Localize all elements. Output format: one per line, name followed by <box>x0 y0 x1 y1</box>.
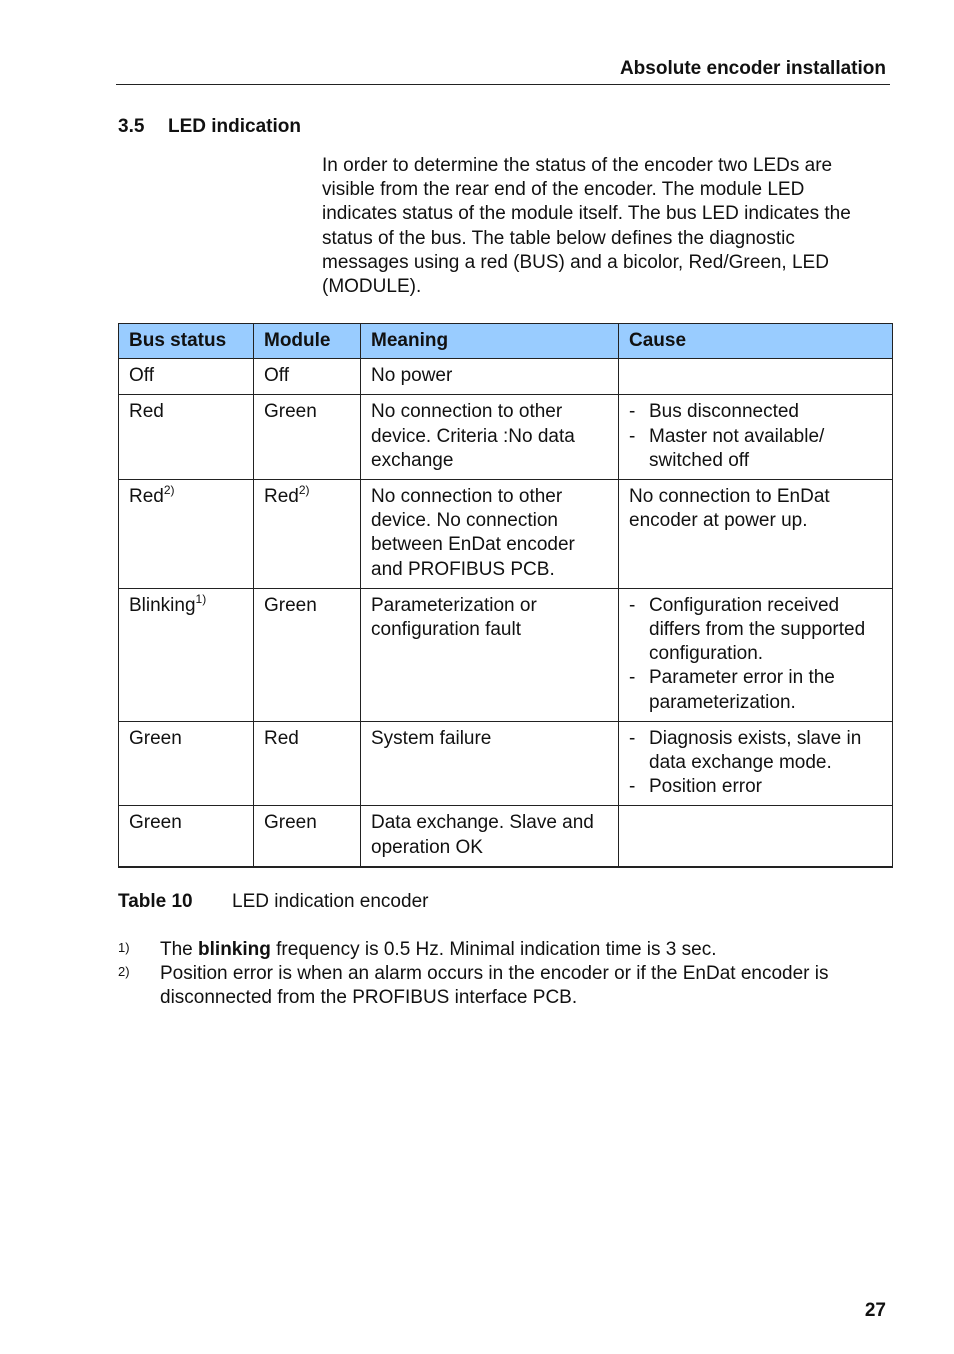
cell-bus-status <box>119 588 254 721</box>
cell-meaning: Data exchange. Slave and operation OK <box>361 806 619 867</box>
cell-cause <box>619 588 893 721</box>
footnotes <box>118 938 858 1011</box>
header-bus-status: Bus status <box>119 324 254 359</box>
table-row <box>119 588 893 721</box>
cell-module <box>254 588 361 721</box>
footnote-text-bold: blinking <box>198 939 271 960</box>
table-row <box>119 721 893 806</box>
cell-cause <box>619 395 893 480</box>
cell-bus-status <box>119 480 254 589</box>
header-cause: Cause <box>619 324 893 359</box>
bus-status-value: Red <box>129 401 164 423</box>
caption-text: LED indication encoder <box>232 891 429 912</box>
module-footnote-ref: 2) <box>298 482 310 497</box>
module-value: Green <box>264 401 317 423</box>
table-row <box>119 359 893 395</box>
table-caption <box>118 891 428 913</box>
led-indication-table <box>118 323 893 868</box>
cell-meaning: Parameterization or configuration fault <box>361 588 619 721</box>
footnote-mark: 2) <box>118 964 130 980</box>
header-divider <box>116 84 890 85</box>
bus-status-value: Red <box>129 486 164 508</box>
section-number: 3.5 <box>118 116 145 137</box>
cell-cause <box>619 359 893 395</box>
cause-item: - Configuration received differs from the supported configuration. <box>629 594 882 667</box>
footnote-text-post: frequency is 0.5 Hz. Minimal indication time is 3 sec. <box>270 939 717 960</box>
table-header-row <box>119 324 893 359</box>
cell-bus-status <box>119 395 254 480</box>
cell-meaning: No connection to other device. No connection between EnDat encoder and PROFIBUS PCB. <box>361 480 619 589</box>
bus-status-value: Off <box>129 365 154 387</box>
footnote <box>118 962 858 1010</box>
footnote-text-pre: Position error is when an alarm occurs in the encoder or if the EnDat encoder is disconnected from the PROFIBUS interface PCB. <box>160 963 829 1009</box>
cell-cause <box>619 806 893 867</box>
table-row <box>119 806 893 867</box>
bus-status-footnote-ref: 2) <box>163 482 175 497</box>
caption-label: Table 10 <box>118 891 193 912</box>
cell-module <box>254 480 361 589</box>
cause-item: - Bus disconnected <box>629 400 882 424</box>
section-heading <box>118 116 301 138</box>
footnote-mark: 1) <box>118 940 130 955</box>
cause-text: No connection to EnDat encoder at power up. <box>629 486 830 532</box>
intro-paragraph: In order to determine the status of the encoder two LEDs are visible from the rear end of the encoder. The module LED indicates status of the module itself. The bus LED indicates the status of the bus. The table below defines the diagnostic messages using a red (BUS) and a bicolor, Red/Green, LED (MODULE). <box>322 155 851 298</box>
cell-module <box>254 395 361 480</box>
bus-status-value: Green <box>129 812 182 834</box>
table-row <box>119 480 893 589</box>
cell-bus-status <box>119 806 254 867</box>
cell-module <box>254 806 361 867</box>
running-header-title: Absolute encoder installation <box>619 58 886 79</box>
table-row <box>119 395 893 480</box>
page-number: 27 <box>864 1300 886 1321</box>
module-value: Green <box>264 812 317 834</box>
module-value: Green <box>264 594 317 616</box>
cell-meaning: System failure <box>361 721 619 806</box>
table-body <box>119 359 893 867</box>
footnote-text <box>160 938 858 962</box>
header-meaning: Meaning <box>361 324 619 359</box>
cause-item: - Master not available/ switched off <box>629 425 882 473</box>
cause-item: - Position error <box>629 775 882 799</box>
cell-cause <box>619 480 893 589</box>
cause-list <box>629 727 882 800</box>
footnote-text <box>160 962 858 1010</box>
cause-item: - Parameter error in the parameterization. <box>629 666 882 714</box>
module-value: Red <box>264 486 299 508</box>
module-value: Red <box>264 727 299 749</box>
cell-bus-status <box>119 359 254 395</box>
section-title: LED indication <box>168 116 301 137</box>
bus-status-footnote-ref: 1) <box>195 591 207 606</box>
cell-cause <box>619 721 893 806</box>
module-value: Off <box>264 365 289 387</box>
header-module: Module <box>254 324 361 359</box>
cause-list <box>629 400 882 473</box>
footnote <box>118 938 858 962</box>
bus-status-value: Blinking <box>129 594 196 616</box>
bus-status-value: Green <box>129 727 182 749</box>
cell-bus-status <box>119 721 254 806</box>
cause-item: - Diagnosis exists, slave in data exchange mode. <box>629 727 882 775</box>
footnote-text-pre: The <box>160 939 199 960</box>
cell-module <box>254 359 361 395</box>
cause-list <box>629 594 882 715</box>
cell-module <box>254 721 361 806</box>
cell-meaning: No connection to other device. Criteria :No data exchange <box>361 395 619 480</box>
cell-meaning: No power <box>361 359 619 395</box>
